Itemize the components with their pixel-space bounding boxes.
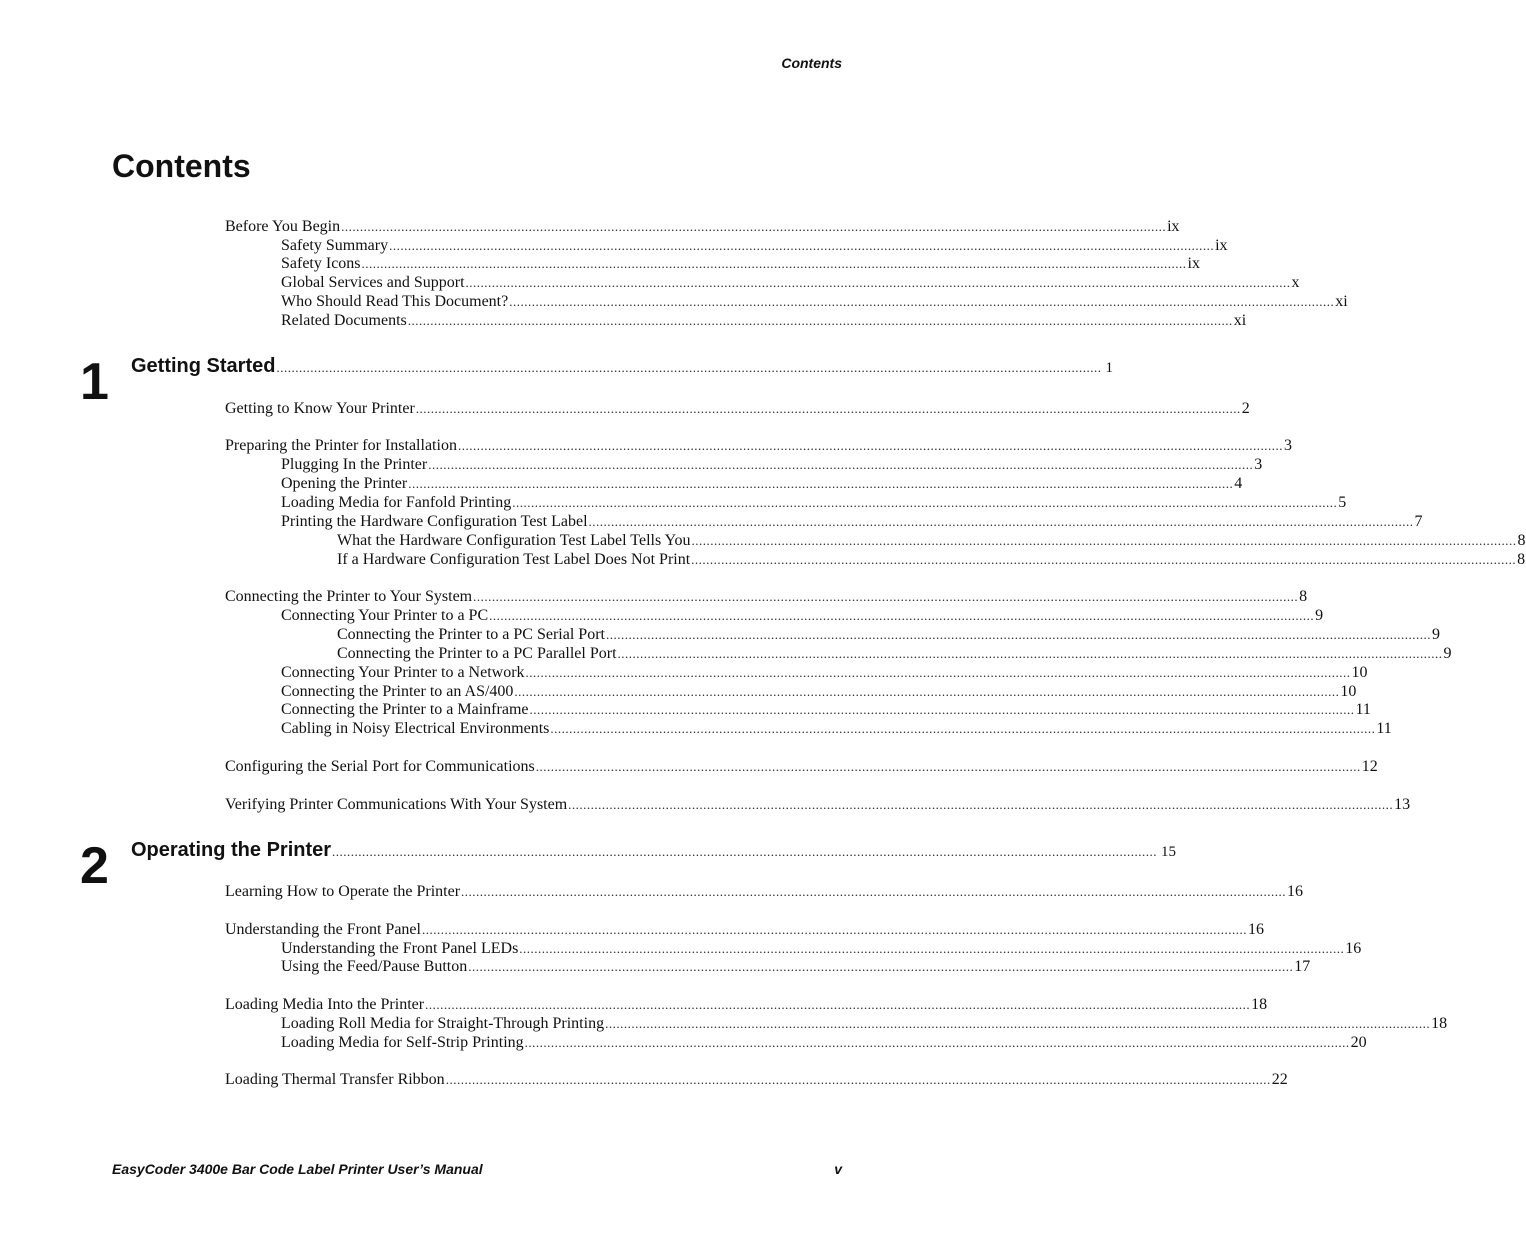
- toc-entry-page: 3: [1283, 437, 1292, 454]
- toc-leader: ............................................................................................................................................................................................................................: [512, 495, 1338, 510]
- toc-leader: ............................................................................................................................................................................................................................: [415, 401, 1241, 416]
- toc-entry-page: 16: [1345, 940, 1362, 957]
- toc-entry[interactable]: [337, 550, 1526, 570]
- toc-entry[interactable]: [225, 995, 1268, 1015]
- toc-leader: ............................................................................................................................................................................................................................: [461, 884, 1287, 899]
- toc-leader: ............................................................................................................................................................................................................................: [691, 552, 1517, 567]
- page-title: Contents: [112, 148, 251, 184]
- toc-entry[interactable]: [281, 682, 1357, 702]
- toc-entry-label: Connecting Your Printer to a Network: [281, 664, 525, 681]
- toc-entry[interactable]: [337, 644, 1452, 664]
- toc-leader: ............................................................................................................................................................................................................................: [588, 514, 1414, 529]
- toc-leader: ............................................................................................................................................................................................................................: [509, 294, 1335, 309]
- toc-entry-page: xi: [1233, 312, 1247, 329]
- toc-entry[interactable]: [281, 939, 1362, 959]
- toc-entry-label: If a Hardware Configuration Test Label Does Not Print: [337, 551, 691, 568]
- toc-entry-label: Global Services and Support: [281, 274, 465, 291]
- toc-entry-label: Connecting the Printer to a Mainframe: [281, 701, 529, 718]
- toc-entry-page: 11: [1376, 720, 1392, 737]
- toc-leader: ............................................................................................................................................................................................................................: [529, 702, 1355, 717]
- toc-entry-label: Connecting Your Printer to a PC: [281, 607, 489, 624]
- toc-leader: ............................................................................................................................................................................................................................: [457, 438, 1283, 453]
- toc-entry-label: Opening the Printer: [281, 475, 408, 492]
- toc-entry-page: 17: [1294, 958, 1311, 975]
- toc-entry[interactable]: [225, 795, 1411, 815]
- chapter-title: Getting Started: [131, 355, 276, 377]
- toc-entry-label: Using the Feed/Pause Button: [281, 958, 468, 975]
- toc-entry-label: Preparing the Printer for Installation: [225, 437, 457, 454]
- toc-entry-page: 2: [1241, 400, 1250, 417]
- toc-entry-page: 10: [1351, 664, 1368, 681]
- toc-entry-label: Loading Roll Media for Straight-Through Printing: [281, 1015, 605, 1032]
- toc-entry-label: Before You Begin: [225, 218, 341, 235]
- toc-entry[interactable]: [281, 606, 1324, 626]
- toc-entry-label: Loading Thermal Transfer Ribbon: [225, 1071, 445, 1088]
- toc-entry[interactable]: [281, 1033, 1367, 1053]
- toc-entry-label: Connecting the Printer to a PC Parallel Port: [337, 645, 617, 662]
- toc-leader: ............................................................................................................................................................................................................................: [468, 959, 1294, 974]
- toc-entry-label: Plugging In the Printer: [281, 456, 428, 473]
- toc-entry-page: 9: [1443, 645, 1452, 662]
- toc-entry-page: 7: [1414, 513, 1423, 530]
- toc-entry-page: 16: [1287, 883, 1304, 900]
- toc-leader: ............................................................................................................................................................................................................................: [519, 941, 1345, 956]
- toc-entry-page: 9: [1315, 607, 1324, 624]
- toc-entry[interactable]: [225, 436, 1292, 456]
- toc-entry-label: Verifying Printer Communications With Your System: [225, 796, 568, 813]
- toc-entry[interactable]: [281, 663, 1368, 683]
- toc-entry[interactable]: [281, 474, 1243, 494]
- toc-entry-label: Loading Media for Self-Strip Printing: [281, 1034, 524, 1051]
- toc-entry-page: 9: [1431, 626, 1440, 643]
- toc-entry[interactable]: [281, 1014, 1448, 1034]
- toc-leader: ............................................................................................................................................................................................................................: [389, 238, 1215, 253]
- toc-entry-page: xi: [1335, 293, 1348, 310]
- toc-entry-page: ix: [1187, 255, 1200, 272]
- footer-manual-title: EasyCoder 3400e Bar Code Label Printer User’s Manual: [112, 1161, 483, 1177]
- toc-entry-label: What the Hardware Configuration Test Label Tells You: [337, 532, 691, 549]
- toc-leader: ............................................................................................................................................................................................................................: [428, 457, 1254, 472]
- toc-entry-label: Learning How to Operate the Printer: [225, 883, 461, 900]
- toc-entry-page: ix: [1215, 237, 1228, 254]
- toc-entry-page: 12: [1361, 758, 1378, 775]
- toc-entry[interactable]: [225, 882, 1304, 902]
- toc-leader: ............................................................................................................................................................................................................................: [489, 608, 1315, 623]
- toc-entry[interactable]: [281, 254, 1200, 274]
- toc-entry-page: x: [1291, 274, 1300, 291]
- toc-entry[interactable]: [281, 311, 1247, 331]
- toc-entry-page: 16: [1247, 921, 1264, 938]
- toc-leader: ............................................................................................................................................................................................................................: [524, 1035, 1350, 1050]
- chapter-number: 1: [80, 353, 109, 411]
- toc-leader: ............................................................................................................................................................................................................................: [361, 256, 1187, 271]
- toc-leader: ............................................................................................................................................................................................................................: [421, 922, 1247, 937]
- toc-entry-label: Configuring the Serial Port for Communications: [225, 758, 535, 775]
- toc-leader: ............................................................................................................................................................................................................................: [617, 646, 1443, 661]
- toc-entry[interactable]: [225, 757, 1378, 777]
- toc-entry-label: Cabling in Noisy Electrical Environments: [281, 720, 550, 737]
- toc-entry-label: Connecting the Printer to an AS/400: [281, 683, 514, 700]
- toc-entry-page: 20: [1350, 1034, 1367, 1051]
- toc-entry[interactable]: [281, 957, 1311, 977]
- toc-entry[interactable]: [281, 493, 1347, 513]
- toc-entry-label: Who Should Read This Document?: [281, 293, 509, 310]
- toc-leader: ............................................................................................................................................................................................................................: [465, 275, 1291, 290]
- chapter-heading[interactable]: [131, 839, 1177, 865]
- toc-entry[interactable]: [225, 920, 1264, 940]
- toc-leader: ............................................................................................................................................................................................................................: [473, 589, 1299, 604]
- toc-entry[interactable]: [281, 273, 1300, 293]
- toc-entry-label: Related Documents: [281, 312, 407, 329]
- toc-leader: ............................................................................................................................................................................................................................: [605, 627, 1431, 642]
- toc-entry-label: Loading Media for Fanfold Printing: [281, 494, 512, 511]
- toc-leader: ............................................................................................................................................................................................................................: [445, 1072, 1271, 1087]
- toc-entry-label: Getting to Know Your Printer: [225, 400, 415, 417]
- toc-entry-label: Connecting the Printer to a PC Serial Port: [337, 626, 605, 643]
- toc-entry-page: 8: [1517, 551, 1526, 568]
- toc-entry[interactable]: [281, 292, 1348, 312]
- running-header: Contents: [781, 55, 842, 71]
- toc-entry[interactable]: [281, 700, 1371, 720]
- toc-entry[interactable]: [225, 587, 1308, 607]
- toc-entry-page: 18: [1251, 996, 1268, 1013]
- toc-leader: ............................................................................................................................................................................................................................: [332, 844, 1158, 859]
- toc-entry-page: 3: [1254, 456, 1263, 473]
- toc-entry-page: 10: [1340, 683, 1357, 700]
- toc-entry-label: Printing the Hardware Configuration Test Label: [281, 513, 588, 530]
- toc-entry-page: 4: [1234, 475, 1243, 492]
- chapter-title: Operating the Printer: [131, 839, 332, 861]
- toc-entry[interactable]: [337, 531, 1526, 551]
- toc-leader: ............................................................................................................................................................................................................................: [514, 684, 1340, 699]
- toc-leader: ............................................................................................................................................................................................................................: [568, 797, 1394, 812]
- toc-entry[interactable]: [281, 455, 1263, 475]
- toc-entry-page: 11: [1355, 701, 1371, 718]
- footer-page-number: v: [834, 1161, 842, 1177]
- toc-entry[interactable]: [281, 512, 1423, 532]
- toc-entry[interactable]: [281, 236, 1228, 256]
- toc-leader: ............................................................................................................................................................................................................................: [605, 1016, 1431, 1031]
- toc-entry-page: 5: [1338, 494, 1347, 511]
- toc-leader: ............................................................................................................................................................................................................................: [408, 476, 1234, 491]
- toc-entry-label: Understanding the Front Panel LEDs: [281, 940, 519, 957]
- toc-entry-label: Safety Summary: [281, 237, 389, 254]
- toc-entry[interactable]: [225, 399, 1250, 419]
- toc-entry-label: Understanding the Front Panel: [225, 921, 421, 938]
- toc-leader: ............................................................................................................................................................................................................................: [691, 533, 1517, 548]
- toc-leader: ............................................................................................................................................................................................................................: [525, 665, 1351, 680]
- toc-entry[interactable]: [225, 1070, 1288, 1090]
- toc-entry-label: Safety Icons: [281, 255, 361, 272]
- toc-entry-page: ix: [1167, 218, 1180, 235]
- toc-entry-page: 18: [1431, 1015, 1448, 1032]
- toc-entry-label: Connecting the Printer to Your System: [225, 588, 473, 605]
- toc-leader: ............................................................................................................................................................................................................................: [550, 721, 1376, 736]
- toc-entry[interactable]: [225, 217, 1180, 237]
- toc-entry-page: 8: [1517, 532, 1526, 549]
- toc-entry-page: 22: [1271, 1071, 1288, 1088]
- toc-leader: ............................................................................................................................................................................................................................: [276, 360, 1102, 375]
- chapter-page: 1: [1105, 360, 1113, 376]
- toc-entry[interactable]: [281, 719, 1392, 739]
- toc-entry-page: 13: [1394, 796, 1411, 813]
- chapter-heading[interactable]: [131, 355, 1113, 381]
- toc-leader: ............................................................................................................................................................................................................................: [425, 997, 1251, 1012]
- chapter-number: 2: [80, 837, 109, 895]
- toc-leader: ............................................................................................................................................................................................................................: [535, 759, 1361, 774]
- toc-leader: ............................................................................................................................................................................................................................: [341, 219, 1167, 234]
- toc-leader: ............................................................................................................................................................................................................................: [407, 313, 1233, 328]
- chapter-page: 15: [1161, 844, 1177, 860]
- toc-entry[interactable]: [337, 625, 1440, 645]
- toc-entry-label: Loading Media Into the Printer: [225, 996, 425, 1013]
- toc-entry-page: 8: [1299, 588, 1308, 605]
